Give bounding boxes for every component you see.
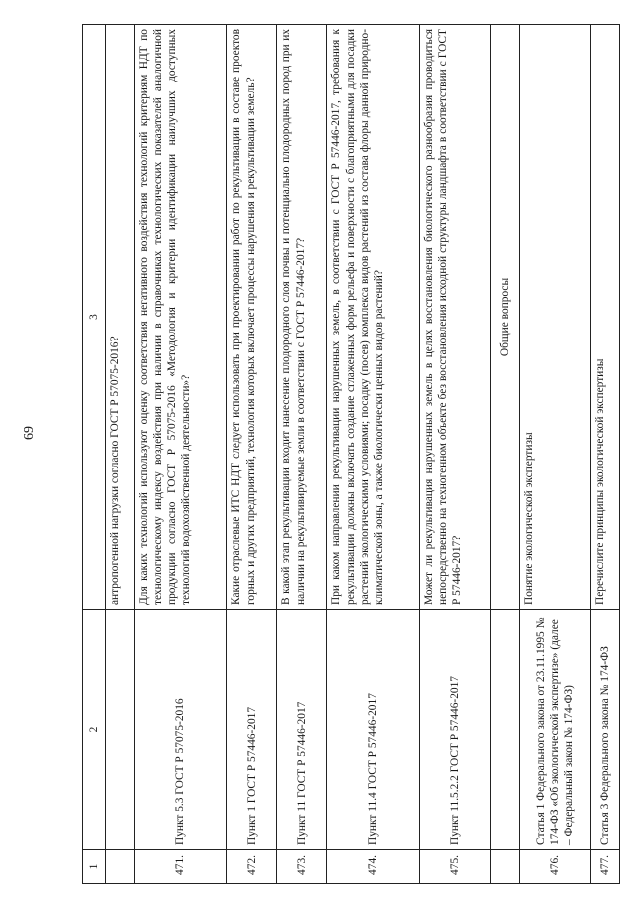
page-number: 69 bbox=[22, 426, 37, 440]
source-cell: Статья 3 Федерального закона № 174-ФЗ bbox=[591, 610, 620, 850]
section-row bbox=[491, 25, 520, 884]
source-cell bbox=[106, 610, 135, 850]
question-cell: Может ли рекультивация нарушенных земель в целях восстановления биологического разнообразия проводиться непосредственно на техногенном объекте без восстановления исходной структуры ландшафта в соответствии с ГОСТ Р 57446-2017? bbox=[419, 25, 490, 610]
source-cell: Статья 1 Федерального закона от 23.11.1995 № 174-ФЗ «Об экологической экспертизе» (далее – Федеральный закон № 174-ФЗ) bbox=[519, 610, 590, 850]
section-title: Общие вопросы bbox=[491, 25, 520, 610]
num-cell: 475. bbox=[419, 850, 490, 884]
table-row bbox=[519, 25, 590, 884]
num-cell: 473. bbox=[277, 850, 327, 884]
source-cell bbox=[491, 610, 520, 850]
question-cell: Какие отраслевые ИТС НДТ следует использовать при проектировании работ по рекультивации в составе проектов горных и других предприятий, технология которых включает процессы нарушения и рекультивации земель? bbox=[227, 25, 277, 610]
question-cell: Для каких технологий используют оценку соответствия негативного воздействия технологий критериям НДТ по технологическому индексу воздействия при наличии в справочниках технологических показателей аналогичной продукции согласно ГОСТ Р 57075-2016 «Методология и критерии идентификации наилучших доступных технологий водохозяйственной деятельности»? bbox=[134, 25, 227, 610]
rotated-table-container bbox=[82, 24, 620, 884]
source-cell: Пункт 11.4 ГОСТ Р 57446-2017 bbox=[327, 610, 420, 850]
continuation-row bbox=[106, 25, 135, 884]
table-row bbox=[419, 25, 490, 884]
question-cell: При каком направлении рекультивации нарушенных земель, в соответствии с ГОСТ Р 57446-2017, требования к рекультивации должны включать создание сглаженных форм рельефа и поверхности с благоприятными для посадки растений экологическими условиями; посадку (посев) комплекса видов растений из состава флоры данной природно-климатической зоны, а также биологически ценных видов растений? bbox=[327, 25, 420, 610]
num-cell: 476. bbox=[519, 850, 590, 884]
header-row bbox=[83, 25, 106, 884]
header-col-3: 3 bbox=[83, 25, 106, 610]
source-cell: Пункт 11 ГОСТ Р 57446-2017 bbox=[277, 610, 327, 850]
source-cell: Пункт 11.5.2.2 ГОСТ Р 57446-2017 bbox=[419, 610, 490, 850]
table-row bbox=[277, 25, 327, 884]
question-cell: антропогенной нагрузки согласно ГОСТ Р 57075-2016? bbox=[106, 25, 135, 610]
num-cell: 474. bbox=[327, 850, 420, 884]
table-row bbox=[591, 25, 620, 884]
num-cell: 472. bbox=[227, 850, 277, 884]
num-cell: 471. bbox=[134, 850, 227, 884]
table-row bbox=[227, 25, 277, 884]
header-col-1: 1 bbox=[83, 850, 106, 884]
source-cell: Пункт 1 ГОСТ Р 57446-2017 bbox=[227, 610, 277, 850]
question-cell: В какой этап рекультивации входит нанесение плодородного слоя почвы и потенциально плодородных пород при их наличии на рекультивируемые земли в соответствии с ГОСТ Р 57446-2017? bbox=[277, 25, 327, 610]
header-col-2: 2 bbox=[83, 610, 106, 850]
source-cell: Пункт 5.3 ГОСТ Р 57075-2016 bbox=[134, 610, 227, 850]
questions-table bbox=[82, 24, 620, 884]
num-cell: 477. bbox=[591, 850, 620, 884]
question-cell: Перечислите принципы экологической экспертизы bbox=[591, 25, 620, 610]
table-row bbox=[134, 25, 227, 884]
table-row bbox=[327, 25, 420, 884]
question-cell: Понятие экологической экспертизы bbox=[519, 25, 590, 610]
num-cell bbox=[491, 850, 520, 884]
num-cell bbox=[106, 850, 135, 884]
